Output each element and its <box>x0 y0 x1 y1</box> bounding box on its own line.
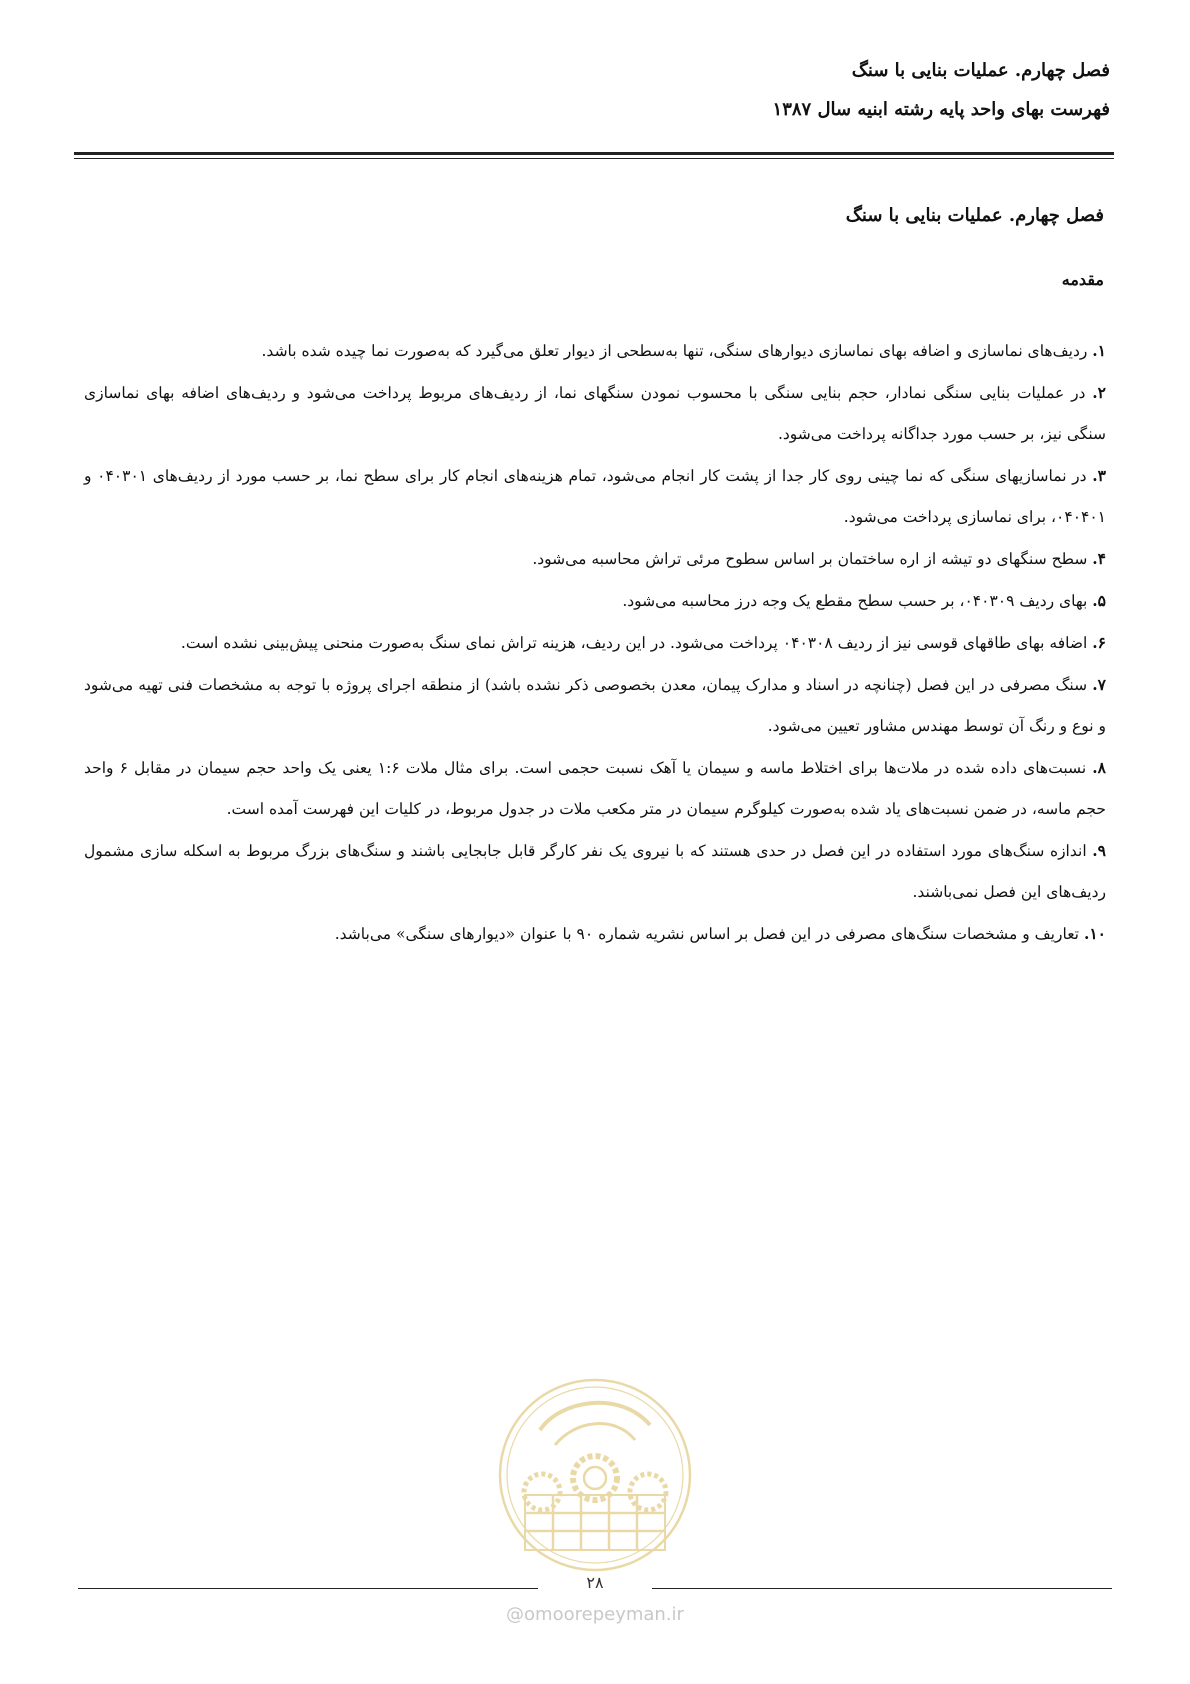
paragraph-text: در عملیات بنایی سنگی نمادار، حجم بنایی سنگی با محسوب نمودن سنگهای نما، از ردیف‌های مربوط پرداخت می‌شود و ردیف‌های اضافه بهای نماسازی سنگی نیز، بر حسب مورد جداگانه پرداخت می‌شود. <box>84 384 1106 443</box>
paragraph-text: در نماسازیهای سنگی که نما چینی روی کار جدا از پشت کار انجام می‌شود، تمام هزینه‌های انجام کار برای سطح نما، بر حسب مورد از ردیف‌های ۰۴۰۳۰۱ و ۰۴۰۴۰۱، برای نماسازی پرداخت می‌شود. <box>84 467 1106 526</box>
header-divider-thin <box>74 158 1114 159</box>
paragraph-number: ۹. <box>1092 841 1106 860</box>
paragraph-text: اضافه بهای طاقهای قوسی نیز از ردیف ۰۴۰۳۰۸ پرداخت می‌شود. در این ردیف، هزینه تراش نمای سنگ به‌صورت منحنی پیش‌بینی نشده است. <box>180 634 1093 652</box>
paragraph-4 <box>84 538 1106 580</box>
paragraph-number: ۱۰. <box>1083 924 1106 943</box>
paragraph-1 <box>84 330 1106 372</box>
page-header <box>80 60 1110 120</box>
paragraph-number: ۵. <box>1092 591 1106 610</box>
paragraph-number: ۱. <box>1092 341 1106 360</box>
paragraph-text: بهای ردیف ۰۴۰۳۰۹، بر حسب سطح مقطع یک وجه درز محاسبه می‌شود. <box>622 592 1093 610</box>
header-chapter: فصل چهارم. عملیات بنایی با سنگ <box>851 60 1110 81</box>
paragraph-text: سطح سنگهای دو تیشه از اره ساختمان بر اساس سطوح مرئی تراش محاسبه می‌شود. <box>532 550 1093 568</box>
paragraph-number: ۳. <box>1092 466 1106 485</box>
paragraph-5 <box>84 580 1106 622</box>
watermark-url: @omoorepeyman.ir <box>506 1604 684 1625</box>
paragraph-number: ۸. <box>1092 758 1106 777</box>
watermark-logo-icon <box>480 1370 710 1580</box>
footer-rule-left <box>78 1588 538 1589</box>
paragraph-number: ۲. <box>1092 383 1106 402</box>
paragraph-9 <box>84 830 1106 913</box>
paragraph-text: سنگ مصرفی در این فصل (چنانچه در اسناد و مدارک پیمان، معدن بخصوصی ذکر نشده باشد) از منطقه اجرای پروژه با توجه به مشخصات فنی تهیه می‌شود و نوع و رنگ آن توسط مهندس مشاور تعیین می‌شود. <box>84 676 1106 735</box>
paragraph-list <box>84 330 1106 955</box>
paragraph-7 <box>84 664 1106 747</box>
paragraph-text: ردیف‌های نماسازی و اضافه بهای نماسازی دیوارهای سنگی، تنها به‌سطحی از دیوار تعلق می‌گیرد که به‌صورت نما چیده شده باشد. <box>261 342 1093 360</box>
page-number: ۲۸ <box>586 1573 604 1592</box>
paragraph-number: ۴. <box>1092 549 1106 568</box>
chapter-title: فصل چهارم. عملیات بنایی با سنگ <box>845 205 1104 226</box>
paragraph-text: اندازه سنگ‌های مورد استفاده در این فصل در حدی هستند که با نیروی یک نفر کارگر قابل جابجایی باشند و سنگ‌های بزرگ مربوط به اسکله سازی مشمول ردیف‌های این فصل نمی‌باشند. <box>84 842 1106 901</box>
intro-title: مقدمه <box>1061 270 1104 289</box>
paragraph-10 <box>84 913 1106 955</box>
paragraph-text: نسبت‌های داده شده در ملات‌ها برای اختلاط ماسه و سیمان یا آهک نسبت حجمی است. برای مثال ملات ۱:۶ یعنی یک واحد حجم سیمان در مقابل ۶ واحد حجم ماسه، در ضمن نسبت‌های یاد شده به‌صورت کیلوگرم سیمان در متر مکعب ملات در جدول مربوط، در کلیات این فهرست آمده است. <box>84 759 1106 818</box>
header-subtitle: فهرست بهای واحد پایه رشته ابنیه سال ۱۳۸۷ <box>772 99 1110 120</box>
paragraph-2 <box>84 372 1106 455</box>
paragraph-6 <box>84 622 1106 664</box>
header-divider-thick <box>74 152 1114 155</box>
paragraph-number: ۷. <box>1092 675 1106 694</box>
footer-rule-right <box>652 1588 1112 1589</box>
paragraph-number: ۶. <box>1092 633 1106 652</box>
paragraph-8 <box>84 747 1106 830</box>
paragraph-text: تعاریف و مشخصات سنگ‌های مصرفی در این فصل بر اساس نشریه شماره ۹۰ با عنوان «دیوارهای سنگی» می‌باشد. <box>334 925 1084 943</box>
paragraph-3 <box>84 455 1106 538</box>
